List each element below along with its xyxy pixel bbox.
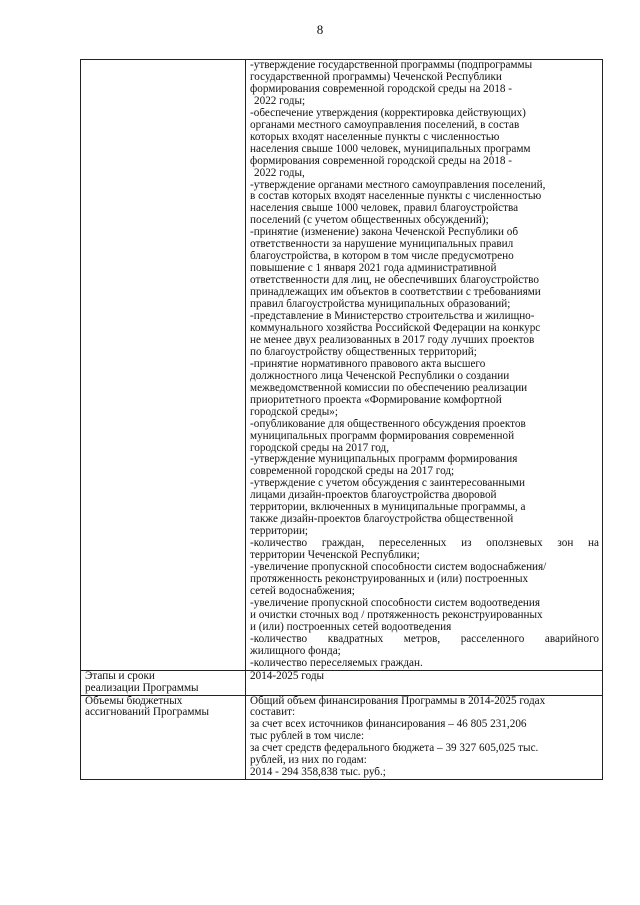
text-line: современной городской среды на 2017 год; — [250, 466, 455, 478]
text-line: муниципальных программ формирования современной — [250, 430, 515, 442]
text-line: -опубликование для общественного обсуждения проектов — [250, 418, 526, 430]
text-line: протяженность реконструированных и (или) построенных — [250, 573, 529, 585]
text-line: -утверждение государственной программы (подпрограммы — [250, 60, 533, 71]
text-line: территории Чеченской Республики; — [250, 550, 420, 562]
text-line: принадлежащих им объектов в соответствии с требованиями — [250, 287, 541, 299]
text-line: Этапы и сроки — [85, 670, 155, 682]
text-line: и очистки сточных вод / протяженность реконструированных — [250, 609, 543, 621]
text-line: по благоустройству общественных территорий; — [250, 346, 477, 358]
text-line: -увеличение пропускной способности систем водоотведения — [250, 597, 541, 609]
text-line: территории; — [250, 526, 309, 538]
table-row-budget — [81, 695, 603, 780]
text-line: органами местного самоуправления поселений, в состав — [250, 119, 520, 131]
text-line: Объемы бюджетных — [85, 695, 183, 707]
text-line: которых входят населенные пункты с численностью — [250, 131, 500, 143]
text-line: тыс рублей в том числе: — [250, 731, 365, 743]
text-line: -количество квадратных метров, расселенного аварийного — [250, 633, 599, 645]
text-line: Общий объем финансирования Программы в 2014-2025 годах — [250, 695, 546, 707]
text-line: реализации Программы — [85, 682, 199, 694]
text-line: ассигнований Программы — [85, 707, 210, 719]
text-line: и (или) построенных сетей водоотведения — [250, 621, 452, 633]
table-row-targets — [81, 60, 603, 671]
text-line: за счет всех источников финансирования – 46 805 231,206 — [250, 719, 527, 731]
text-line: 2014-2025 годы — [250, 670, 325, 682]
text-line: -увеличение пропускной способности систем водоснабжения/ — [250, 562, 547, 574]
text-line: сетей водоснабжения; — [250, 585, 355, 597]
text-line: -представление в Министерство строительства и жилищно- — [250, 311, 535, 323]
text-line: 2014 - 294 358,838 тыс. руб.; — [250, 767, 386, 779]
row-label-empty — [81, 60, 246, 671]
text-line: 2022 годы; — [254, 95, 306, 107]
text-line: ответственности для лиц, не обеспечивших благоустройство — [250, 275, 539, 287]
text-line: жилищного фонда; — [250, 645, 341, 657]
text-line: лицами дизайн-проектов благоустройства дворовой — [250, 490, 497, 502]
text-line: городской среды на 2017 год, — [250, 442, 390, 454]
text-line: ответственности за нарушение муниципальных правил — [250, 239, 514, 251]
text-line: -количество граждан, переселенных из оползневых зон на — [250, 538, 599, 550]
budget-label-cell — [81, 695, 246, 780]
text-line: повышение с 1 января 2021 года административной — [250, 263, 497, 275]
text-line: -количество переселяемых граждан. — [250, 657, 423, 669]
text-line: поселений (с учетом общественных обсуждений); — [250, 215, 489, 227]
text-line: населения свыше 1000 человек, правил благоустройства — [250, 203, 519, 215]
page-number: 8 — [316, 22, 324, 37]
text-line: рублей, из них по годам: — [250, 755, 367, 767]
table-row-stages — [81, 670, 603, 695]
text-line: -обеспечение утверждения (корректировка действующих) — [250, 107, 526, 119]
text-line: -утверждение с учетом обсуждения с заинтересованными — [250, 478, 525, 490]
text-line: -принятие нормативного правового акта высшего — [250, 358, 486, 370]
text-line: городской среды»; — [250, 406, 338, 418]
text-line: за счет средств федерального бюджета – 39 327 605,025 тыс. — [250, 743, 539, 755]
text-line: благоустройства, в котором в том числе предусмотрено — [250, 251, 514, 263]
text-line: формирования современной городской среды на 2018 - — [250, 155, 513, 167]
text-line: -принятие (изменение) закона Чеченской Республики об — [250, 227, 519, 239]
text-line: территории, включенных в муниципальные программы, а — [250, 502, 526, 514]
text-line: межведомственной комиссии по обеспечению реализации — [250, 382, 528, 394]
text-line: формирования современной городской среды на 2018 - — [250, 83, 513, 95]
text-line: -утверждение органами местного самоуправления поселений, — [250, 179, 546, 191]
stages-content-cell — [246, 670, 603, 695]
text-line: приоритетного проекта «Формирование комфортной — [250, 394, 502, 406]
text-line: составит: — [250, 707, 296, 719]
program-passport-table — [80, 59, 603, 780]
text-line: 2022 годы, — [254, 167, 305, 179]
text-line: населения свыше 1000 человек, муниципальных программ — [250, 143, 531, 155]
targets-content-cell — [246, 60, 603, 671]
text-line: также дизайн-проектов благоустройства общественной — [250, 514, 514, 526]
stages-label-cell — [81, 670, 246, 695]
text-line: коммунального хозяйства Российской Федерации на конкурс — [250, 322, 541, 334]
text-line: в состав которых входят населенные пункты с численностью — [250, 191, 542, 203]
text-line: государственной программы) Чеченской Республики — [250, 71, 502, 83]
text-line: -утверждение муниципальных программ формирования — [250, 454, 518, 466]
text-line: не менее двух реализованных в 2017 году лучших проектов — [250, 334, 535, 346]
text-line: правил благоустройства муниципальных образований; — [250, 299, 511, 311]
text-line: должностного лица Чеченской Республики о создании — [250, 370, 510, 382]
budget-content-cell — [246, 695, 603, 780]
